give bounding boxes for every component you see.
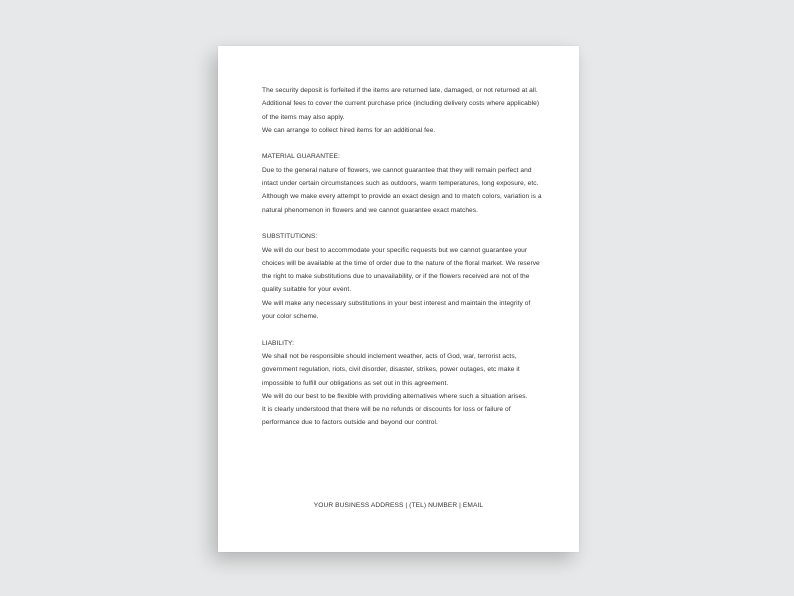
- substitutions-heading: SUBSTITUTIONS:: [262, 233, 318, 241]
- document-body: [262, 84, 544, 430]
- deposit-paragraph-2: We can arrange to collect hired items for an additional fee.: [262, 126, 436, 134]
- liability-paragraph-1: We shall not be responsible should inclement weather, acts of God, war, terrorist acts, government regulation, riots, civil disorder, disaster, strikes, power outages, etc make it impossible to fulfill our obligations as set out in this agreement.: [262, 352, 520, 387]
- business-contact-footer: YOUR BUSINESS ADDRESS | (TEL) NUMBER | EMAIL: [313, 502, 484, 509]
- material-guarantee-heading: MATERIAL GUARANTEE:: [262, 153, 340, 161]
- section-spacer: [262, 323, 544, 336]
- material-paragraph-2: Although we make every attempt to provide an exact design and to match colors, variation is a natural phenomenon in flowers and we cannot guarantee exact matches.: [262, 193, 542, 214]
- liability-heading: LIABILITY:: [262, 339, 295, 347]
- substitutions-paragraph-2: We will make any necessary substitutions in your best interest and maintain the integrity of your color scheme.: [262, 299, 531, 321]
- document-page: [218, 46, 579, 552]
- liability-paragraph-2: We will do our best to be flexible with providing alternatives where such a situation arises.: [262, 392, 528, 400]
- section-spacer: [262, 137, 544, 150]
- substitutions-paragraph-1: We will do our best to accommodate your specific requests but we cannot guarantee your choices will be available at the time of order due to the nature of the floral market. We reserve the right to make substitutions due to unavailability, or if the flowers received are not of the quality suitable for your event.: [262, 246, 540, 294]
- liability-paragraph-3: It is clearly understood that there will be no refunds or discounts for loss or failure of performance due to factors outside and beyond our control.: [262, 406, 511, 427]
- deposit-paragraph-1: The security deposit is forfeited if the items are returned late, damaged, or not returned at all. Additional fees to cover the current purchase price (including delivery costs where applicable) of the items may also apply.: [262, 87, 540, 121]
- section-spacer: [262, 217, 544, 230]
- material-paragraph-1: Due to the general nature of flowers, we cannot guarantee that they will remain perfect and intact under certain circumstances such as outdoors, warm temperatures, long exposure, etc.: [262, 166, 539, 188]
